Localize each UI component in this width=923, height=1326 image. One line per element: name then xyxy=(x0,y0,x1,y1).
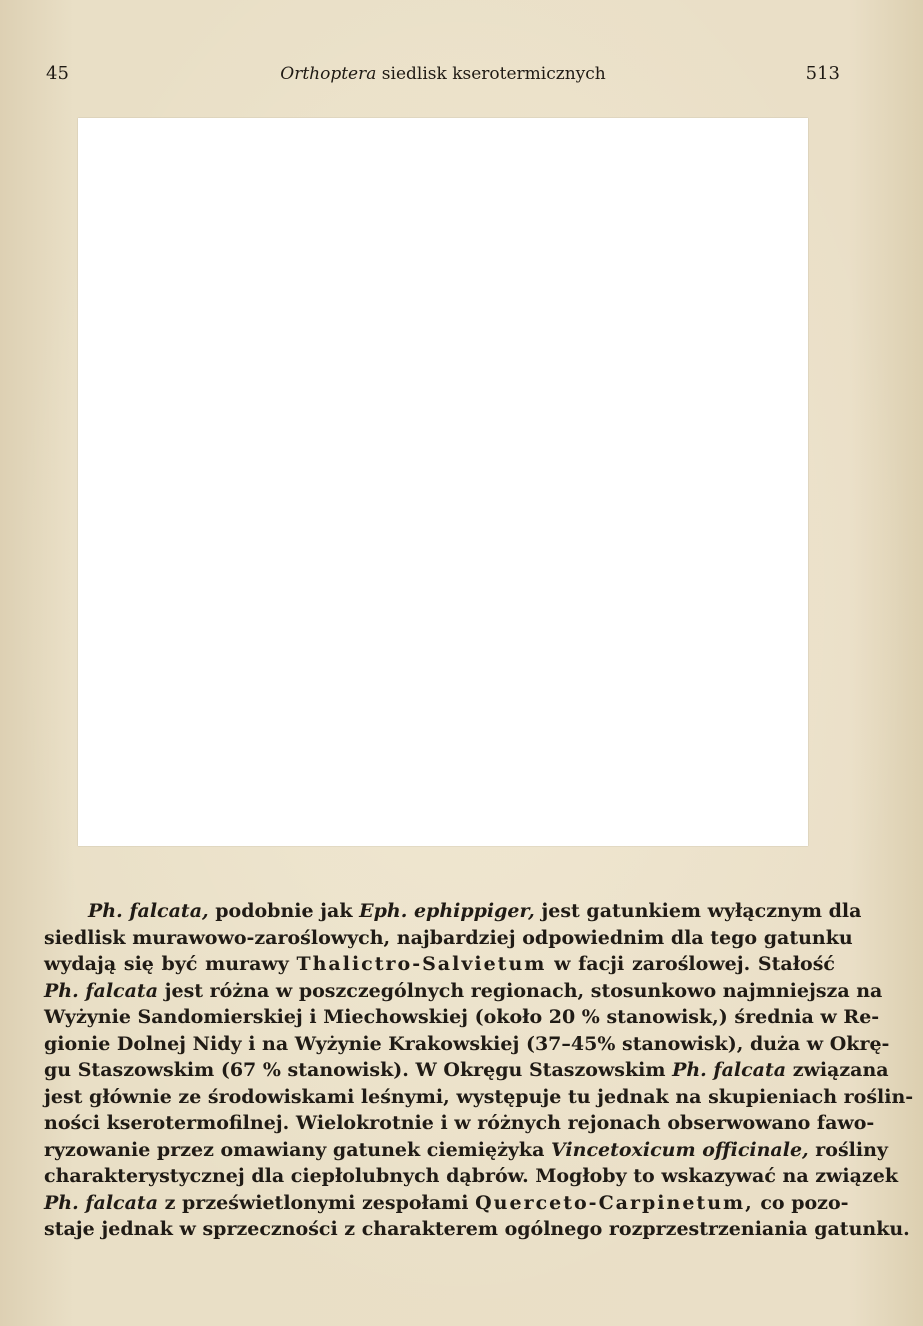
text-line xyxy=(44,1084,914,1111)
text-run: staje jednak w sprzeczności z charakterem ogólnego rozprzestrzeniania gatunku. xyxy=(44,1218,910,1240)
text-line xyxy=(44,1163,898,1190)
text-run: gionie Dolnej Nidy i na Wyżynie Krakowskiej (37–45% stanowisk), duża w Okrę- xyxy=(44,1032,890,1055)
text-run: z prześwietlonymi zespołami xyxy=(158,1191,476,1214)
text-run: w facji zaroślowej. Stałość xyxy=(546,953,835,975)
text-line xyxy=(44,1190,849,1217)
plant-association-name: Querceto-Carpinetum, xyxy=(475,1191,754,1214)
text-line xyxy=(44,1216,910,1243)
text-line xyxy=(44,1004,880,1031)
running-title-rest: siedlisk kserotermicznych xyxy=(376,64,606,84)
species-name: Vincetoxicum officinale, xyxy=(551,1138,809,1161)
species-name: Eph. ephippiger, xyxy=(359,900,535,922)
text-line xyxy=(44,951,835,978)
left-page-number: 45 xyxy=(46,63,69,84)
running-title xyxy=(46,62,840,86)
species-name: Ph. falcata xyxy=(672,1059,787,1081)
running-title-italic: Orthoptera xyxy=(280,64,377,84)
text-run: rośliny xyxy=(808,1138,888,1161)
text-line xyxy=(44,978,883,1005)
text-run: siedlisk murawowo-zaroślowych, najbardziej odpowiednim dla tego gatunku xyxy=(44,926,853,949)
blank-figure-area xyxy=(78,118,808,846)
text-line xyxy=(44,1031,890,1058)
species-name: Ph. falcata, xyxy=(88,900,209,922)
species-name: Ph. falcata xyxy=(44,1191,158,1214)
text-line xyxy=(44,1110,875,1137)
plant-association-name: Thalictro-Salvietum xyxy=(296,953,547,975)
text-line xyxy=(44,925,853,952)
text-run: co pozo- xyxy=(753,1191,849,1214)
text-run: gu Staszowskim (67 % stanowisk). W Okręgu Staszowskim xyxy=(44,1059,673,1081)
text-run: jest głównie ze środowiskami leśnymi, występuje tu jednak na skupieniach roślin- xyxy=(44,1085,914,1108)
text-run: charakterystycznej dla ciepłolubnych dąbrów. Mogłoby to wskazywać na związek xyxy=(44,1165,898,1187)
text-run: wydają się być murawy xyxy=(44,953,297,975)
text-run: jest gatunkiem wyłącznym dla xyxy=(534,900,862,922)
text-run: jest różna w poszczególnych regionach, stosunkowo najmniejsza na xyxy=(158,979,883,1002)
text-line xyxy=(44,1057,889,1084)
text-run: podobnie jak xyxy=(208,900,360,922)
text-run: związana xyxy=(786,1059,889,1081)
body-paragraph xyxy=(44,898,914,1243)
running-head xyxy=(46,62,840,86)
text-line xyxy=(44,898,862,925)
text-run: Wyżynie Sandomierskiej i Miechowskiej (około 20 % stanowisk,) średnia w Re- xyxy=(44,1006,880,1028)
text-run: ryzowanie przez omawiany gatunek ciemiężyka xyxy=(44,1138,552,1161)
text-line xyxy=(44,1137,888,1164)
species-name: Ph. falcata xyxy=(44,979,158,1002)
text-run: ności kserotermofilnej. Wielokrotnie i w różnych rejonach obserwowano fawo- xyxy=(44,1112,875,1134)
right-page-number: 513 xyxy=(805,63,840,84)
